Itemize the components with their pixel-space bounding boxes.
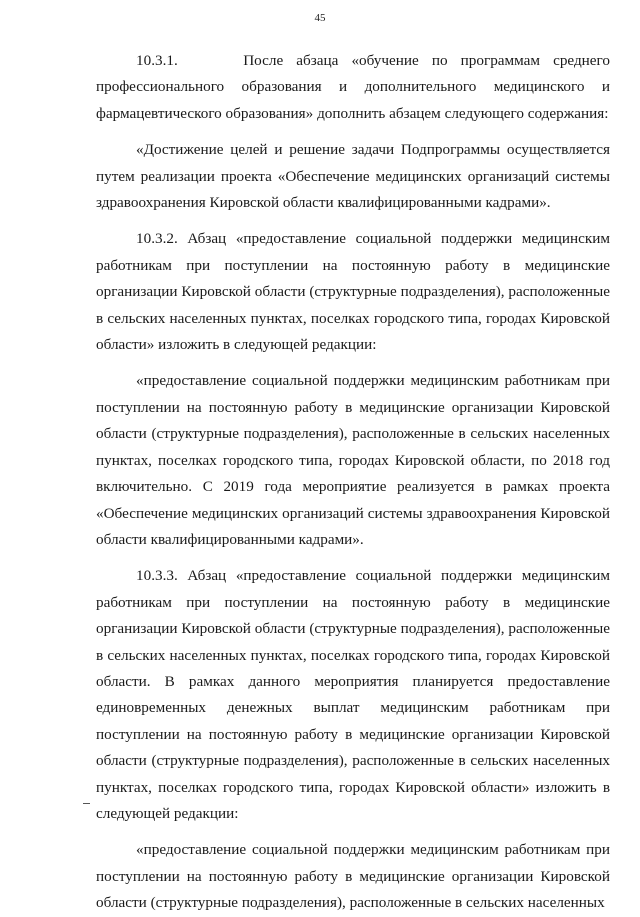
quote-paragraph-10-3-2: «предоставление социальной поддержки медицинским работникам при поступлении на постоянную работу в медицинские организации Кировской области (структурные подразделения), расположенные в сельских населенных пунктах, поселках городского типа, городах Кировской области, по 2018 год включительно. С 2019 года мероприятие реализуется в рамках проекта «Обеспечение медицинских организаций системы здравоохранения Кировской области квалифицированными кадрами». — [96, 372, 610, 548]
document-body — [96, 48, 610, 917]
paragraph-10-3-1: 10.3.1. После абзаца «обучение по программам среднего профессионального образования и дополнительного медицинского и фармацевтического образования» дополнить абзацем следующего содержания: — [96, 52, 610, 122]
paragraph-spacer — [96, 358, 610, 368]
paragraph-spacer — [96, 127, 610, 137]
quote-paragraph-10-3-3: «предоставление социальной поддержки медицинским работникам при поступлении на постоянную работу в медицинские организации Кировской области (структурные подразделения), расположенные в сельских населенных — [96, 841, 610, 912]
paragraph-spacer — [96, 553, 610, 563]
margin-dash-mark — [83, 803, 90, 804]
paragraph-spacer — [96, 827, 610, 837]
quote-paragraph-10-3-1: «Достижение целей и решение задачи Подпрограммы осуществляется путем реализации проекта «Обеспечение медицинских организаций системы здравоохранения Кировской области квалифицированными кадрами». — [96, 141, 610, 212]
paragraph-10-3-2: 10.3.2. Абзац «предоставление социальной поддержки медицинским работникам при поступлении на постоянную работу в медицинские организации Кировской области (структурные подразделения), расположенные в сельских населенных пунктах, поселках городского типа, городах Кировской области» изложить в следующей редакции: — [96, 230, 610, 354]
page-number: 45 — [314, 12, 326, 24]
paragraph-10-3-3: 10.3.3. Абзац «предоставление социальной поддержки медицинским работникам при поступлении на постоянную работу в медицинские организации Кировской области (структурные подразделения), расположенные в сельских населенных пунктах, поселках городского типа, городах Кировской области. В рамках данного мероприятия планируется предоставление единовременных денежных выплат медицинским работникам при поступлении на постоянную работу в медицинские организации Кировской области (структурные подразделения), расположенные в сельских населенных пунктах, поселках городского типа, городах Кировской области» изложить в следующей редакции: — [96, 567, 610, 822]
paragraph-spacer — [96, 216, 610, 226]
